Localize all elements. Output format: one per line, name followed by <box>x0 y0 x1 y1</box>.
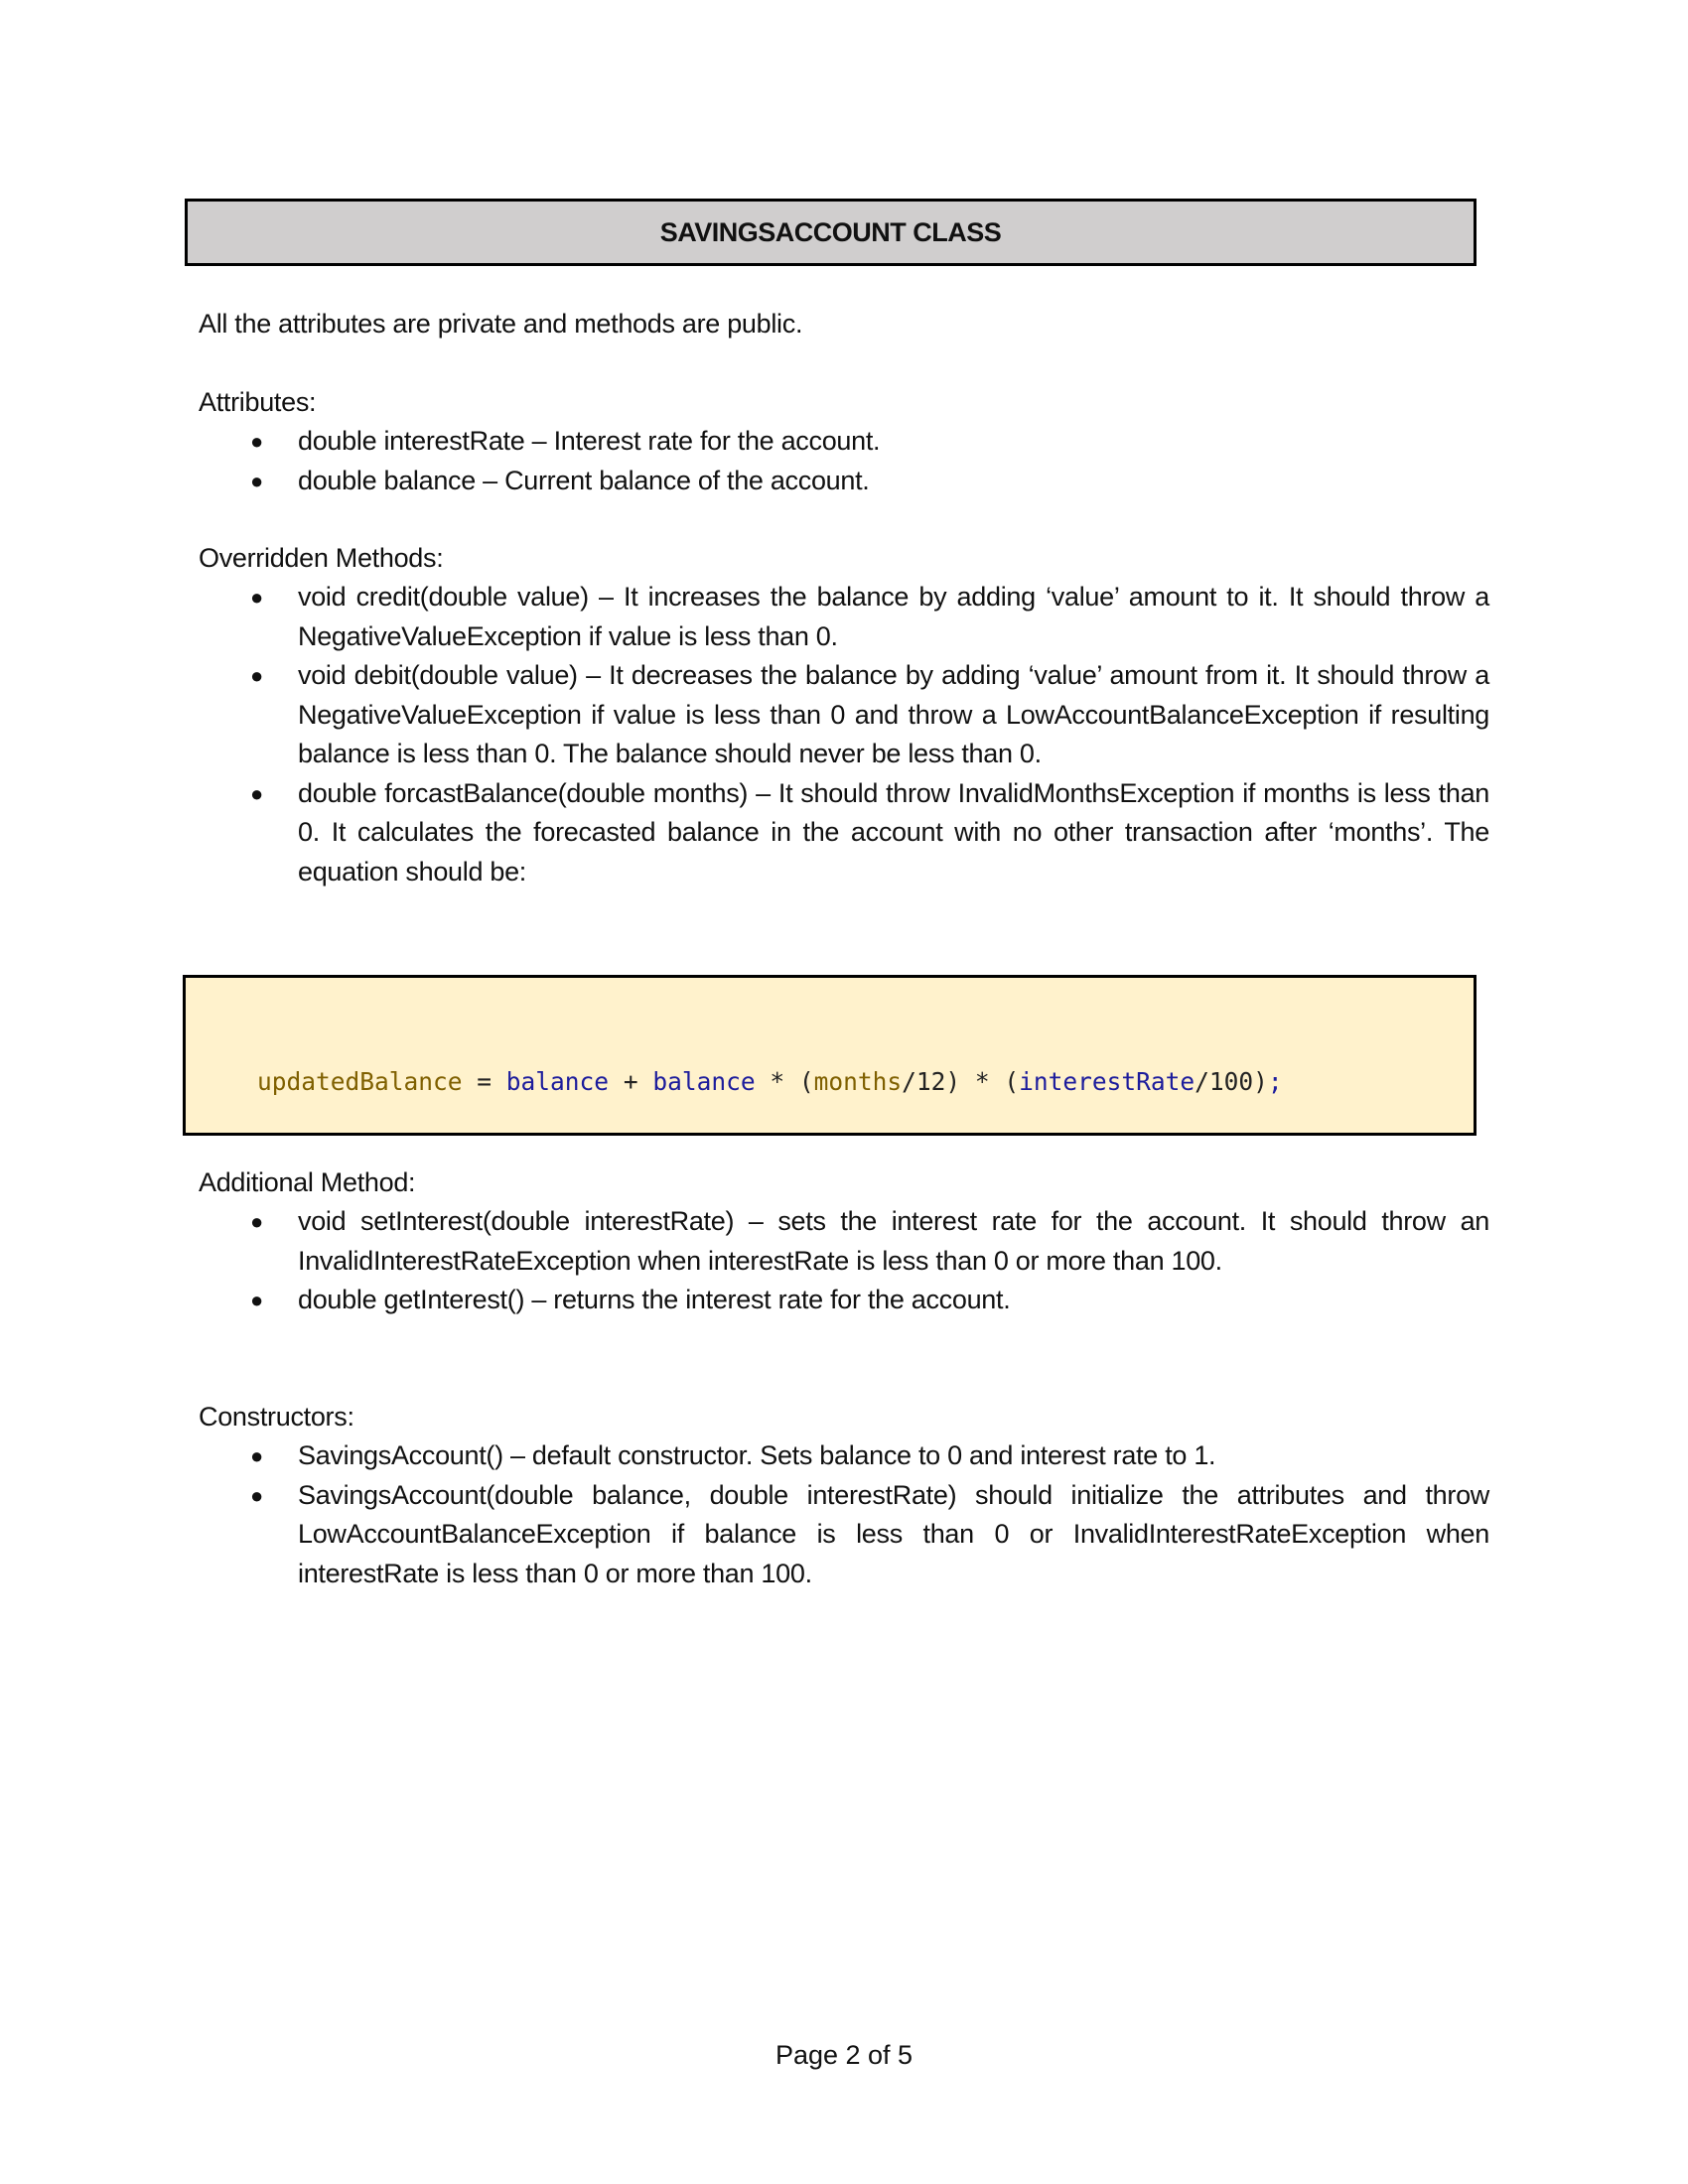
bullet-icon: ● <box>250 1482 263 1508</box>
bullet-icon: ● <box>250 429 263 454</box>
equation-code-line <box>199 1037 1283 1127</box>
bullet-icon: ● <box>250 780 263 806</box>
attributes-list <box>199 422 1489 500</box>
bullet-icon: ● <box>250 1443 263 1468</box>
code-token: ; <box>1267 1067 1283 1096</box>
equation-code-block <box>183 975 1477 1136</box>
overridden-methods-list <box>199 578 1489 891</box>
additional-method-heading: Additional Method: <box>199 1167 416 1197</box>
code-token: * ( <box>755 1067 814 1096</box>
code-token: updatedBalance <box>257 1067 463 1096</box>
bullet-icon: ● <box>250 585 263 610</box>
page-number: Page 2 of 5 <box>774 2040 914 2070</box>
code-token: interestRate <box>1019 1067 1196 1096</box>
bullet-icon: ● <box>250 468 263 493</box>
list-item: ● SavingsAccount() – default constructor. Sets balance to 0 and interest rate to 1. <box>199 1436 1489 1476</box>
list-item: ● double interestRate – Interest rate for the account. <box>199 422 1489 462</box>
constructors-heading: Constructors: <box>199 1402 354 1432</box>
bullet-icon: ● <box>250 663 263 688</box>
code-token: balance <box>505 1067 610 1096</box>
code-token: months <box>813 1067 903 1096</box>
code-token: /100) <box>1195 1067 1268 1096</box>
list-item: ● void debit(double value) – It decreases the balance by adding ‘value’ amount from it. It should throw a NegativeValueException if value is less than 0 and throw a LowAccountBalanceException if resulting balance is less than 0. The balance should never be less than 0. <box>199 656 1489 774</box>
intro-text: All the attributes are private and methods are public. <box>199 309 803 339</box>
class-title: SAVINGSACCOUNT CLASS <box>659 216 1002 247</box>
attributes-heading: Attributes: <box>199 387 317 417</box>
list-item: ● double getInterest() – returns the interest rate for the account. <box>199 1281 1489 1320</box>
bullet-icon: ● <box>250 1209 263 1234</box>
list-item: ● SavingsAccount(double balance, double interestRate) should initialize the attributes and throw LowAccountBalanceException if balance is less than 0 or InvalidInterestRateException when interestRate is less than 0 or more than 100. <box>199 1476 1489 1594</box>
code-token: /12) * ( <box>902 1067 1020 1096</box>
code-token: balance <box>652 1067 756 1096</box>
class-title-box <box>185 199 1477 266</box>
overridden-methods-heading: Overridden Methods: <box>199 543 444 573</box>
list-item: ● double forcastBalance(double months) – It should throw InvalidMonthsException if months is less than 0. It calculates the forecasted balance in the account with no other transaction after ‘months’. The equation should be: <box>199 774 1489 892</box>
list-item: ● double balance – Current balance of the account. <box>199 462 1489 501</box>
code-token: + <box>609 1067 653 1096</box>
list-item: ● void credit(double value) – It increases the balance by adding ‘value’ amount to it. It should throw a NegativeValueException if value is less than 0. <box>199 578 1489 656</box>
code-token: = <box>462 1067 506 1096</box>
additional-method-list <box>199 1202 1489 1320</box>
constructors-list <box>199 1436 1489 1593</box>
bullet-icon: ● <box>250 1288 263 1312</box>
list-item: ● void setInterest(double interestRate) – sets the interest rate for the account. It should throw an InvalidInterestRateException when interestRate is less than 0 or more than 100. <box>199 1202 1489 1281</box>
